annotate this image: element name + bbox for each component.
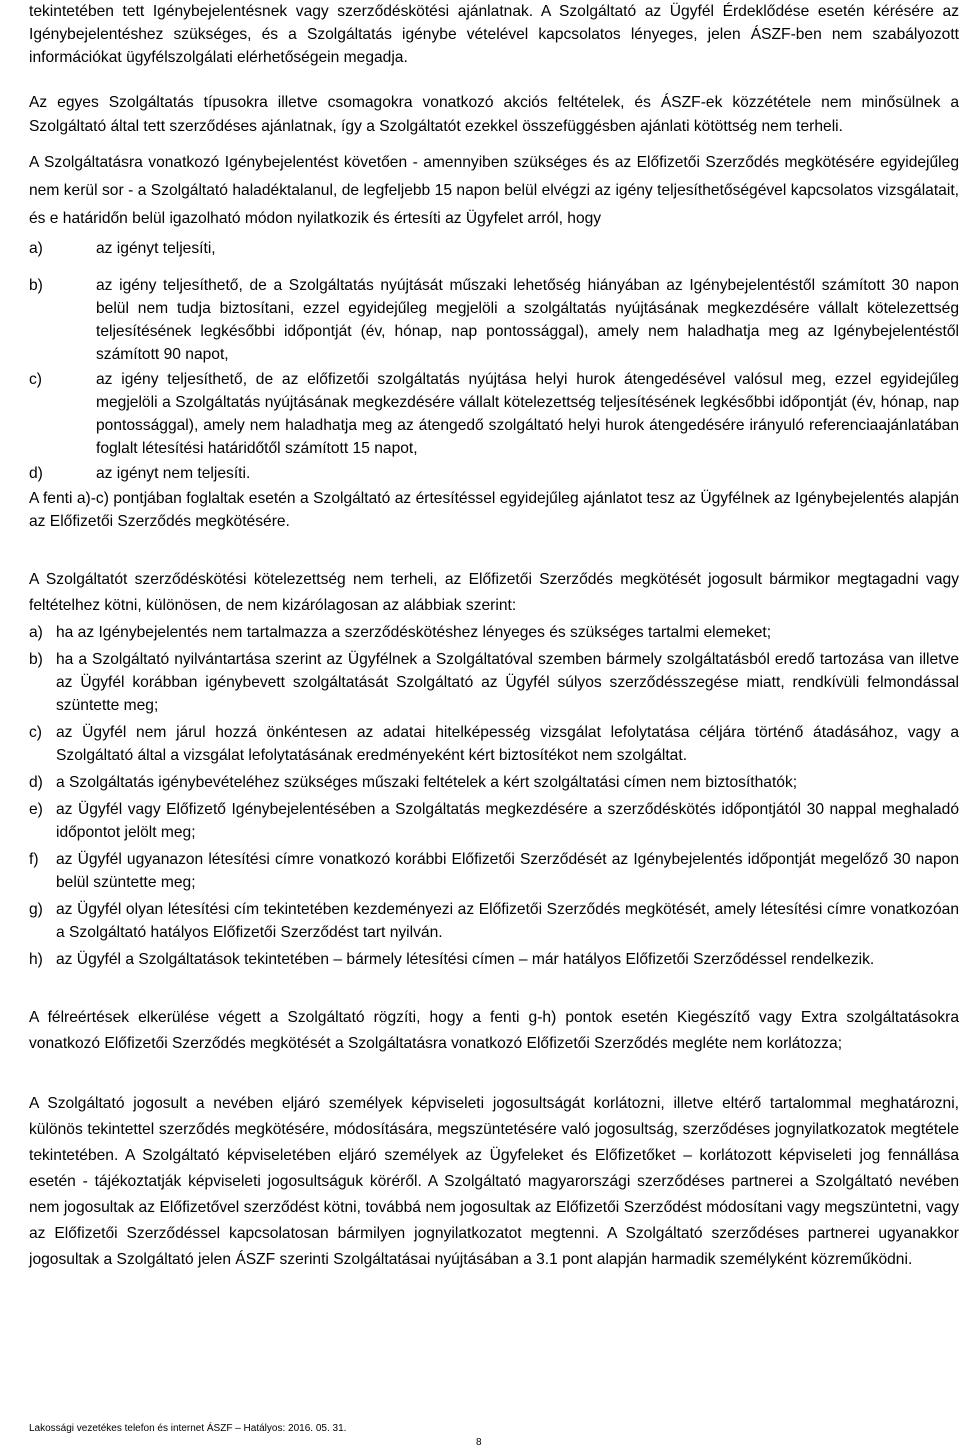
- list-item: [29, 898, 959, 944]
- list-item: [29, 771, 959, 794]
- list-marker: c): [29, 724, 42, 741]
- paragraph-refusal-grounds: A Szolgáltatót szerződéskötési kötelezettség nem terheli, az Előfizetői Szerződés megkötését jogosult bármikor megtagadni vagy feltételhez kötni, különösen, de nem kizárólagosan az alábbiak szerint:: [29, 571, 959, 614]
- list-marker: c): [29, 371, 42, 388]
- paragraph-intro: tekintetében tett Igénybejelentésnek vagy szerződéskötési ajánlatnak. A Szolgáltató az Ügyfél Érdeklődése esetén kérésére az Igénybejelentéshez szükséges, és a Szolgáltatás igénybe vételével kapcsolatos lényeges, jelen ÁSZF-ben nem szabályozott információkat ügyfélszolgálati elérhetőségein megadja.: [29, 3, 959, 66]
- paragraph-clarification: A félreértések elkerülése végett a Szolgáltató rögzíti, hogy a fenti g-h) pontok esetén Kiegészítő vagy Extra szolgáltatásokra vonatkozó Előfizetői Szerződés megkötését a Szolgáltatásra vonatkozó Előfizetői Szerződés megléte nem korlátozza;: [29, 1009, 959, 1052]
- page-footer: Lakossági vezetékes telefon és internet ÁSZF – Hatályos: 2016. 05. 31.: [29, 1423, 347, 1434]
- list-item-text: az igény teljesíthető, de az előfizetői szolgáltatás nyújtása helyi hurok átengedésével valósul meg, ezzel egyidejűleg megjelöli a Szolgáltatás nyújtásának megkezdésére vállalt kötelezettség teljesítésének legkésőbbi időpontját (év, hónap, nap pontossággal), amely nem haladhatja meg az átengedő szolgáltató helyi hurok átengedésére irányuló referenciaajánlatában foglalt létesítési határidőtől számított 15 napot,: [96, 371, 959, 457]
- list-item-text: ha az Igénybejelentés nem tartalmazza a szerződéskötéshez lényeges és szükséges tartalmi elemeket;: [56, 624, 772, 641]
- list-item-text: az Ügyfél vagy Előfizető Igénybejelentésében a Szolgáltatás megkezdésére a szerződéskötés időpontjától 30 nappal meghaladó időpontot jelölt meg;: [56, 801, 959, 841]
- list-item: [29, 237, 959, 260]
- list-item: [29, 462, 959, 485]
- list-marker: g): [29, 901, 43, 918]
- list-item-text: az igényt nem teljesíti.: [96, 465, 251, 482]
- list-item-text: az Ügyfél olyan létesítési cím tekintetében kezdeményezi az Előfizetői Szerződés megkötését, amely létesítési címre vonatkozóan a Szolgáltató hatályos Előfizetői Szerződést tart nyilván.: [56, 901, 959, 941]
- list-item-text: a Szolgáltatás igénybevételéhez szükséges műszaki feltételek a kért szolgáltatási címen nem biztosíthatók;: [56, 774, 798, 791]
- list-item-text: ha a Szolgáltató nyilvántartása szerint az Ügyfélnek a Szolgáltatóval szemben bármely szolgáltatásból eredő tartozása van illetve az Ügyfél korábban igénybevett szolgáltatását Szolgáltató az Ügyfél súlyos szerződésszegése miatt, rendkívüli felmondással szüntette meg;: [56, 651, 959, 714]
- list-item: [29, 948, 959, 971]
- list-item-text: az igényt teljesíti,: [96, 240, 216, 257]
- list-item: [29, 648, 959, 717]
- list-item: [29, 274, 959, 366]
- list-item-text: az Ügyfél a Szolgáltatások tekintetében – bármely létesítési címen – már hatályos Előfizetői Szerződéssel rendelkezik.: [56, 951, 875, 968]
- list-marker: e): [29, 801, 43, 818]
- list-marker: a): [29, 624, 43, 641]
- list-item-text: az Ügyfél nem járul hozzá önkéntesen az adatai hitelképesség vizsgálat lefolytatása céljára történő átadásához, vagy a Szolgáltató által a vizsgálat lefolytatásának eredményeként kért biztosítékot nem szolgáltat.: [56, 724, 959, 764]
- list-marker: d): [29, 774, 43, 791]
- list-item-text: az Ügyfél ugyanazon létesítési címre vonatkozó korábbi Előfizetői Szerződését az Igénybejelentés időpontját megelőző 30 napon belül szüntette meg;: [56, 851, 959, 891]
- list-item: [29, 721, 959, 767]
- list-item: [29, 848, 959, 894]
- list-marker: b): [29, 651, 43, 668]
- paragraph-request-handling: A Szolgáltatásra vonatkozó Igénybejelentést követően - amennyiben szükséges és az Előfizetői Szerződés megkötésére egyidejűleg nem kerül sor - a Szolgáltató haladéktalanul, de legfeljebb 15 napon belül elvégzi az igény teljesíthetőségével kapcsolatos vizsgálatait, és e határidőn belül igazolható módon nyilatkozik és értesíti az Ügyfelet arról, hogy: [29, 154, 959, 227]
- list-item: [29, 368, 959, 460]
- list-marker: h): [29, 951, 43, 968]
- response-options-list: [29, 237, 959, 485]
- refusal-grounds-list: [29, 621, 959, 971]
- list-marker: f): [29, 851, 39, 868]
- list-marker: a): [29, 240, 43, 257]
- list-item-text: az igény teljesíthető, de a Szolgáltatás nyújtását műszaki lehetőség hiányában az Igénybejelentéstől számított 30 napon belül nem tudja biztosítani, ezzel egyidejűleg megjelöli a szolgáltatás nyújtásának megkezdésére vállalt kötelezettség teljesítésének legkésőbbi időpontját (év, hónap, nap pontossággal), amely nem haladhatja meg az Igénybejelentéstől számított 90 napot,: [96, 277, 959, 363]
- paragraph-offer: A fenti a)-c) pontjában foglaltak esetén a Szolgáltató az értesítéssel egyidejűleg ajánlatot tesz az Ügyfélnek az Igénybejelentés alapján az Előfizetői Szerződés megkötésére.: [29, 490, 959, 530]
- page-number: 8: [476, 1437, 482, 1448]
- list-item: [29, 798, 959, 844]
- list-marker: b): [29, 277, 43, 294]
- list-item: [29, 621, 959, 644]
- paragraph-promo-terms: Az egyes Szolgáltatás típusokra illetve csomagokra vonatkozó akciós feltételek, és ÁSZF-ek közzététele nem minősülnek a Szolgáltató által tett szerződéses ajánlatnak, így a Szolgáltatót ezekkel összefüggésben ajánlati kötöttség nem terheli.: [29, 94, 959, 135]
- list-marker: d): [29, 465, 43, 482]
- paragraph-representation: A Szolgáltató jogosult a nevében eljáró személyek képviseleti jogosultságát korlátozni, illetve eltérő tartalommal meghatározni, különös tekintettel szerződés megkötésére, módosítására, megszüntetésére való jogosultság, szerződéses jognyilatkozatok megtétele tekintetében. A Szolgáltató képviseletében eljáró személyek az Ügyfeleket és Előfizetőket – korlátozott képviseleti jog fennállása esetén - tájékoztatják képviseleti jogosultságuk köréről. A Szolgáltató magyarországi szerződéses partnerei a Szolgáltató nevében nem jogosultak az Előfizetővel szerződést kötni, továbbá nem jogosultak az Előfizetői Szerződést módosítani vagy megszüntetni, vagy az Előfizetői Szerződéssel kapcsolatosan bármilyen jognyilatkozatot megtenni. A Szolgáltató szerződéses partnerei ugyanakkor jogosultak a Szolgáltató jelen ÁSZF szerinti Szolgáltatásai nyújtásában a 3.1 pont alapján harmadik személyként közreműködni.: [29, 1095, 959, 1268]
- document-page: [29, 0, 959, 1273]
